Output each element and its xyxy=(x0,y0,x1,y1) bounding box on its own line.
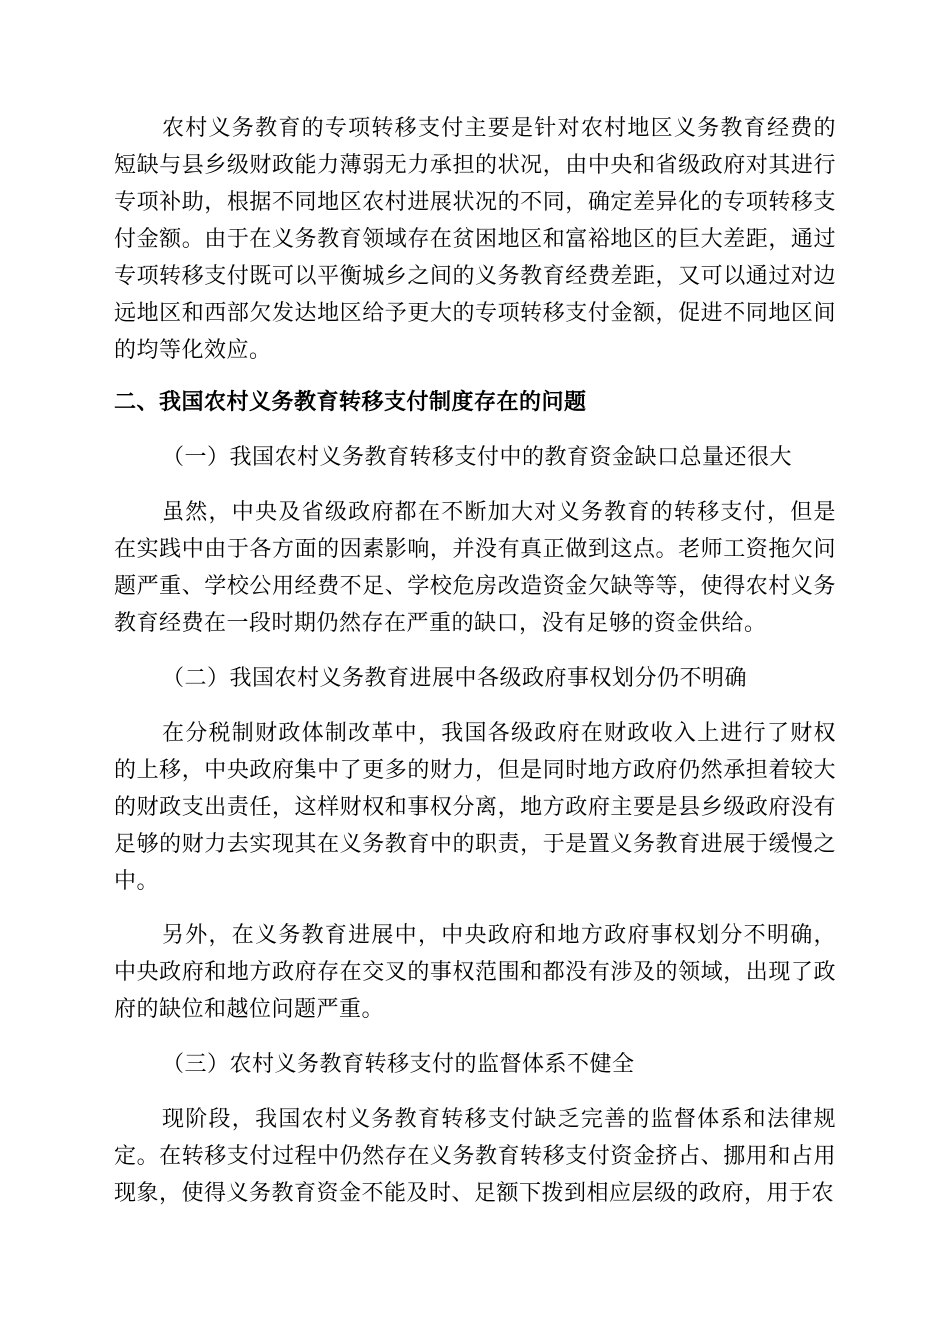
subheading-funding-gap: （一）我国农村义务教育转移支付中的教育资金缺口总量还很大 xyxy=(162,445,793,470)
paragraph-funding-gap: 虽然，中央及省级政府都在不断加大对义务教育的转移支付，但是在实践中由于各方面的因素影响，并没有真正做到这点。老师工资拖欠问题严重、学校公用经费不足、学校危房改造资金欠缺等等，使得农村义务教育经费在一段时期仍然存在严重的缺口，没有足够的资金供给。 xyxy=(114,500,836,636)
paragraph-supervision: 现阶段，我国农村义务教育转移支付缺乏完善的监督体系和法律规定。在转移支付过程中仍然存在义务教育转移支付资金挤占、挪用和占用现象，使得义务教育资金不能及时、足额下拨到相应层级的政府，用于农 xyxy=(114,1107,836,1206)
subheading-supervision: （三）农村义务教育转移支付的监督体系不健全 xyxy=(162,1052,635,1077)
subheading-responsibility-division: （二）我国农村义务教育进展中各级政府事权划分仍不明确 xyxy=(162,666,748,691)
paragraph-responsibility-overlap: 另外，在义务教育进展中，中央政府和地方政府事权划分不明确，中央政府和地方政府存在交叉的事权范围和都没有涉及的领域，出现了政府的缺位和越位问题严重。 xyxy=(114,923,836,1022)
paragraph-special-transfer: 农村义务教育的专项转移支付主要是针对农村地区义务教育经费的短缺与县乡级财政能力薄弱无力承担的状况，由中央和省级政府对其进行专项补助，根据不同地区农村进展状况的不同，确定差异化的专项转移支付金额。由于在义务教育领域存在贫困地区和富裕地区的巨大差距，通过专项转移支付既可以平衡城乡之间的义务教育经费差距，又可以通过对边远地区和西部欠发达地区给予更大的专项转移支付金额，促进不同地区间的均等化效应。 xyxy=(114,116,836,363)
section-heading-problems: 二、我国农村义务教育转移支付制度存在的问题 xyxy=(114,389,587,415)
document-page xyxy=(114,110,836,1212)
paragraph-tax-reform: 在分税制财政体制改革中，我国各级政府在财政收入上进行了财权的上移，中央政府集中了更多的财力，但是同时地方政府仍然承担着较大的财政支出责任，这样财权和事权分离，地方政府主要是县乡级政府没有足够的财力去实现其在义务教育中的职责，于是置义务教育进展于缓慢之中。 xyxy=(114,721,836,894)
